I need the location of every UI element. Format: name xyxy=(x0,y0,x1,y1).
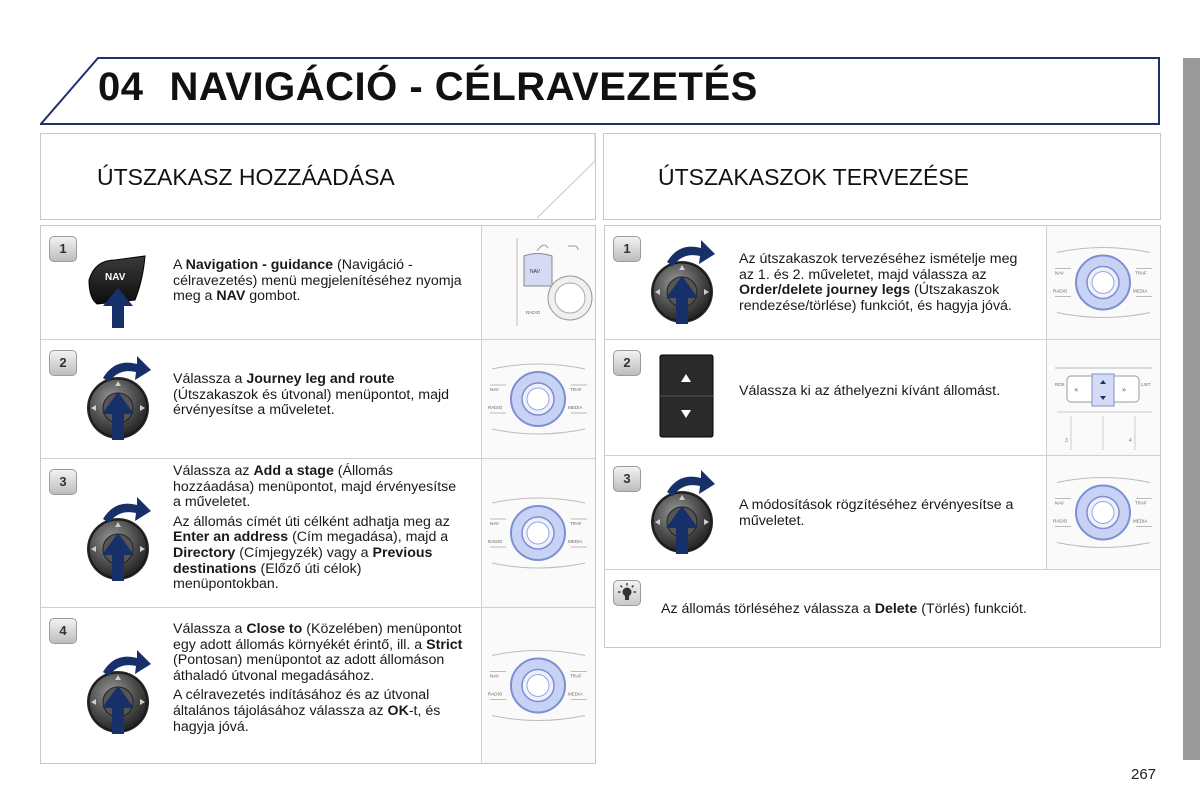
up-down-buttons-icon xyxy=(659,354,715,438)
svg-text:TRAF: TRAF xyxy=(1135,270,1147,276)
svg-text:RADIO: RADIO xyxy=(1053,288,1068,294)
step-number-badge: 3 xyxy=(49,469,77,495)
console-list-thumbnail xyxy=(1046,340,1160,455)
nav-button-label: NAV xyxy=(105,272,126,283)
svg-text:MEDIA: MEDIA xyxy=(568,405,583,410)
svg-text:TRAF: TRAF xyxy=(570,521,582,526)
svg-text:LIST: LIST xyxy=(1141,382,1151,387)
left-step-row xyxy=(41,340,595,459)
step-text: Válassza az Add a stage (Állomás hozzáadása) menüpontot, majd érvényesítse a műveletet. Az állomás címét úti célként adhatja meg az Enter an address (Cím megadása), majd a Directory (Címjegyzék) vagy a Previous destinations (Előző úti célok) menüpontokban. xyxy=(173,463,457,593)
console-knob-thumbnail xyxy=(481,608,595,763)
rotate-arrow-icon xyxy=(667,240,715,266)
step-text: Az útszakaszok tervezéséhez ismételje meg az 1. és 2. műveletet, majd válassza az Order/delete journey legs (Útszakaszok rendezése/törlése) funkciót, és hagyja jóvá. xyxy=(739,251,1018,314)
console-knob-thumbnail xyxy=(481,459,595,607)
right-section-header xyxy=(603,133,1161,220)
header-divider-notch xyxy=(535,133,605,219)
step-text: Válassza ki az áthelyezni kívánt állomást. xyxy=(739,383,1001,399)
step-text: Válassza a Close to (Közelében) menüpontot egy adott állomás környékét érintő, ill. a Strict (Pontosan) menüpontot az adott állomáson áthaladó útvonal megadásához. A célravezetés indításához és az útvonal általános tájolásához válassza az OK-t, és hagyja jóvá. xyxy=(173,621,463,735)
step-number-badge: 2 xyxy=(613,350,641,376)
rotate-arrow-icon xyxy=(103,497,151,523)
svg-text:4: 4 xyxy=(1129,438,1132,444)
lightbulb-icon xyxy=(614,581,640,605)
console-knob-thumbnail xyxy=(1046,226,1160,339)
tip-text: Az állomás törléséhez válassza a Delete (Törlés) funkciót. xyxy=(661,601,1027,617)
chapter-title: NAVIGÁCIÓ - CÉLRAVEZETÉS xyxy=(169,65,758,109)
right-step-row xyxy=(605,456,1160,570)
svg-text:NAV: NAV xyxy=(530,269,540,275)
svg-text:NAV: NAV xyxy=(490,673,499,679)
svg-text:NAV: NAV xyxy=(1055,270,1064,276)
tip-row xyxy=(605,570,1160,647)
rotary-knob-icon xyxy=(85,348,157,449)
svg-text:MEDIA: MEDIA xyxy=(1133,288,1148,294)
rotate-arrow-icon xyxy=(103,650,151,676)
chapter-number: 04 xyxy=(98,65,144,109)
left-step-row xyxy=(41,459,595,608)
rotary-knob-icon xyxy=(85,642,157,743)
svg-text:MEDIA: MEDIA xyxy=(568,539,583,544)
step-number-badge: 1 xyxy=(613,236,641,262)
svg-text:MEDIA: MEDIA xyxy=(568,691,583,697)
svg-text:RDS: RDS xyxy=(1055,382,1065,387)
console-knob-thumbnail xyxy=(1046,456,1160,569)
svg-text:NAV: NAV xyxy=(490,521,499,526)
step-text: Válassza a Journey leg and route (Útszakaszok és útvonal) menüpontot, majd érvényesítse a műveletet. xyxy=(173,371,449,419)
svg-text:MEDIA: MEDIA xyxy=(1133,518,1148,524)
right-section-title: ÚTSZAKASZOK TERVEZÉSE xyxy=(658,164,970,190)
nav-button-press-icon xyxy=(85,250,155,328)
step-number-badge: 2 xyxy=(49,350,77,376)
rotary-knob-icon xyxy=(649,462,721,563)
tip-badge xyxy=(613,580,641,606)
console-knob-thumbnail xyxy=(481,340,595,458)
svg-text:RADIO: RADIO xyxy=(488,691,503,697)
svg-text:RADIO: RADIO xyxy=(1053,518,1068,524)
svg-text:NAV: NAV xyxy=(1055,500,1064,506)
step-number-badge: 3 xyxy=(613,466,641,492)
svg-text:RADIO: RADIO xyxy=(526,310,541,315)
left-section-header xyxy=(40,133,596,220)
svg-text:»: » xyxy=(1122,386,1127,394)
rotate-arrow-icon xyxy=(103,356,151,382)
page-edge-tab xyxy=(1183,58,1200,760)
svg-text:RADIO: RADIO xyxy=(488,539,503,544)
left-step-row xyxy=(41,226,595,340)
rotary-knob-icon xyxy=(85,489,157,590)
step-text: A Navigation - guidance (Navigáció - célravezetés) menü megjelenítéséhez nyomja meg a NAV gombot. xyxy=(173,257,462,305)
right-steps-panel xyxy=(604,225,1161,648)
svg-text:3: 3 xyxy=(1065,438,1068,444)
step-text: A módosítások rögzítéséhez érvényesítse a műveletet. xyxy=(739,497,1014,529)
left-section-title: ÚTSZAKASZ HOZZÁADÁSA xyxy=(97,164,395,190)
step-number-badge: 1 xyxy=(49,236,77,262)
right-step-row xyxy=(605,340,1160,456)
svg-text:«: « xyxy=(1074,386,1079,394)
left-steps-panel xyxy=(40,225,596,764)
rotate-arrow-icon xyxy=(667,470,715,496)
rotary-knob-icon xyxy=(649,232,721,333)
right-step-row xyxy=(605,226,1160,340)
svg-text:TRAF: TRAF xyxy=(570,387,582,392)
svg-text:TRAF: TRAF xyxy=(570,673,582,679)
page-number: 267 xyxy=(1131,766,1157,783)
left-step-row xyxy=(41,608,595,763)
chapter-title-bar xyxy=(40,57,1160,125)
console-nav-thumbnail xyxy=(481,226,595,339)
page-title xyxy=(98,65,758,110)
svg-text:NAV: NAV xyxy=(490,387,499,392)
svg-text:TRAF: TRAF xyxy=(1135,500,1147,506)
svg-text:RADIO: RADIO xyxy=(488,405,503,410)
step-number-badge: 4 xyxy=(49,618,77,644)
